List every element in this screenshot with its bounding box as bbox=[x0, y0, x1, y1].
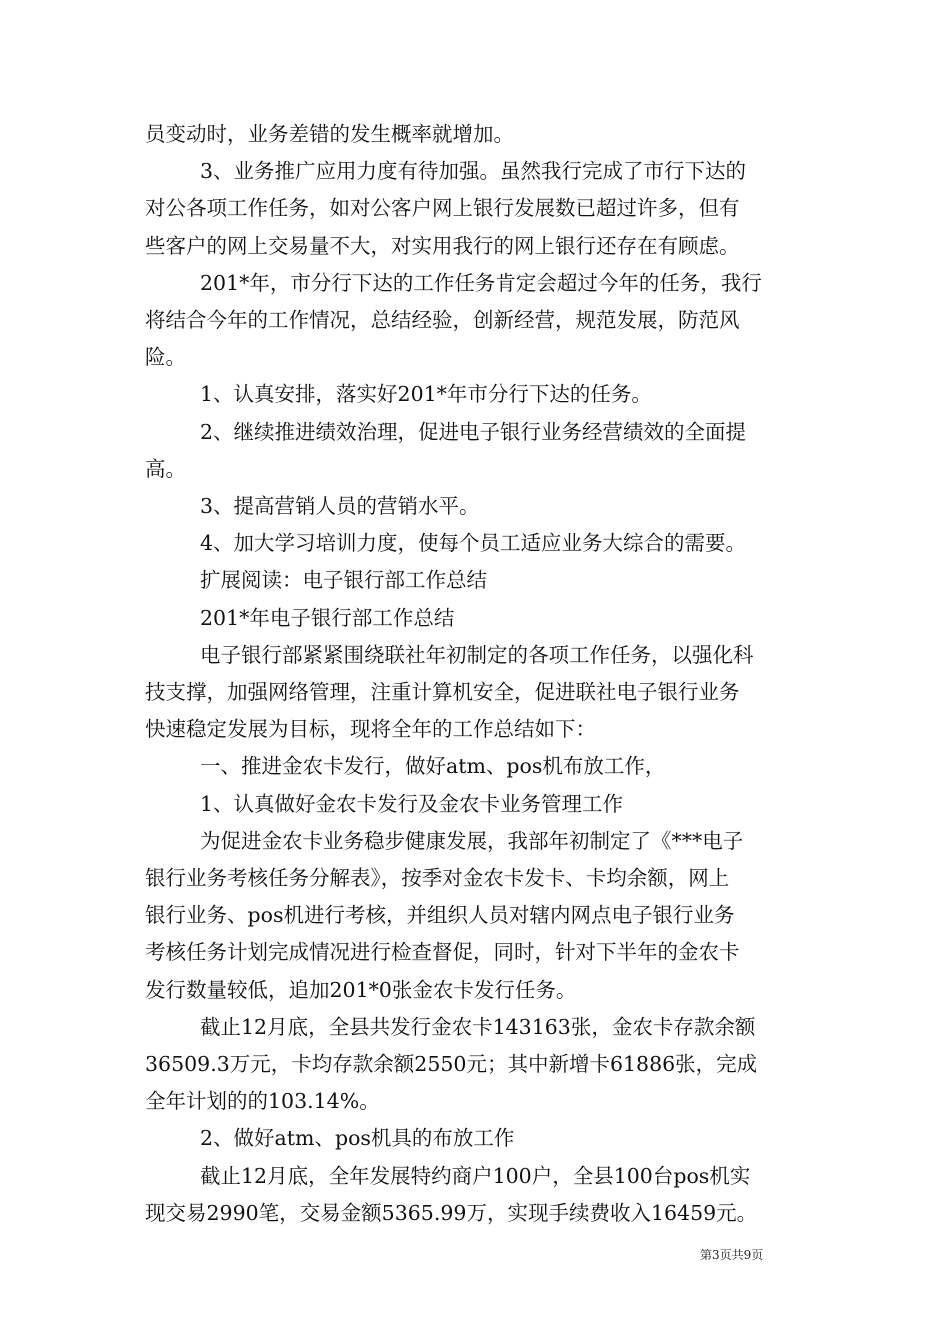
text-line: 些客户的网上交易量不大，对实用我行的网上银行还存在有顾虑。 bbox=[145, 233, 740, 258]
text-line: 1、认真安排，落实好201*年市分行下达的任务。 bbox=[200, 382, 652, 407]
text-line: 高。 bbox=[145, 456, 186, 481]
text-line: 一、推进金农卡发行，做好atm、pos机布放工作， bbox=[200, 754, 666, 779]
text-line: 将结合今年的工作情况，总结经验，创新经营，规范发展，防范风 bbox=[145, 308, 740, 333]
text-line: 截止12月底，全县共发行金农卡143163张，金农卡存款余额 bbox=[200, 1014, 756, 1039]
text-line: 快速稳定发展为目标，现将全年的工作总结如下： bbox=[145, 717, 596, 742]
text-line: 员变动时，业务差错的发生概率就增加。 bbox=[145, 122, 514, 146]
text-line: 技支撑，加强网络管理，注重计算机安全，促进联社电子银行业务 bbox=[145, 680, 740, 705]
text-line: 险。 bbox=[145, 345, 186, 370]
text-line: 36509.3万元，卡均存款余额2550元；其中新增卡61886张，完成 bbox=[145, 1052, 758, 1077]
text-line: 4、加大学习培训力度，使每个员工适应业务大综合的需要。 bbox=[200, 531, 747, 556]
text-line: 201*年电子银行部工作总结 bbox=[200, 605, 455, 630]
text-line: 全年计划的的103.14%。 bbox=[145, 1089, 380, 1114]
text-line: 考核任务计划完成情况进行检查督促，同时，针对下半年的金农卡 bbox=[145, 940, 740, 965]
text-line: 截止12月底，全年发展特约商户100户，全县100台pos机实 bbox=[200, 1163, 751, 1188]
text-line: 银行业务、pos机进行考核，并组织人员对辖内网点电子银行业务 bbox=[145, 903, 735, 928]
text-line: 为促进金农卡业务稳步健康发展，我部年初制定了《***电子 bbox=[200, 828, 744, 853]
page-number-footer: 第3页共9页 bbox=[700, 1248, 764, 1262]
text-line: 1、认真做好金农卡发行及金农卡业务管理工作 bbox=[200, 791, 624, 816]
text-line: 2、继续推进绩效治理，促进电子银行业务经营绩效的全面提 bbox=[200, 419, 747, 444]
text-line: 现交易2990笔，交易金额5365.99万，实现手续费收入16459元。 bbox=[145, 1200, 758, 1225]
text-line: 银行业务考核任务分解表》，按季对金农卡发卡、卡均余额，网上 bbox=[145, 866, 730, 891]
text-line: 3、业务推广应用力度有待加强。虽然我行完成了市行下达的 bbox=[200, 159, 747, 184]
document-body bbox=[145, 116, 815, 1232]
text-line: 3、提高营销人员的营销水平。 bbox=[200, 494, 480, 519]
text-line: 2、做好atm、pos机具的布放工作 bbox=[200, 1126, 515, 1151]
text-line: 扩展阅读：电子银行部工作总结 bbox=[200, 568, 487, 593]
text-line: 电子银行部紧紧围绕联社年初制定的各项工作任务，以强化科 bbox=[200, 642, 754, 667]
text-line: 201*年，市分行下达的工作任务肯定会超过今年的任务，我行 bbox=[200, 270, 762, 295]
text-line: 发行数量较低，追加201*0张金农卡发行任务。 bbox=[145, 977, 577, 1002]
text-line: 对公各项工作任务，如对公客户网上银行发展数已超过许多，但有 bbox=[145, 196, 740, 221]
